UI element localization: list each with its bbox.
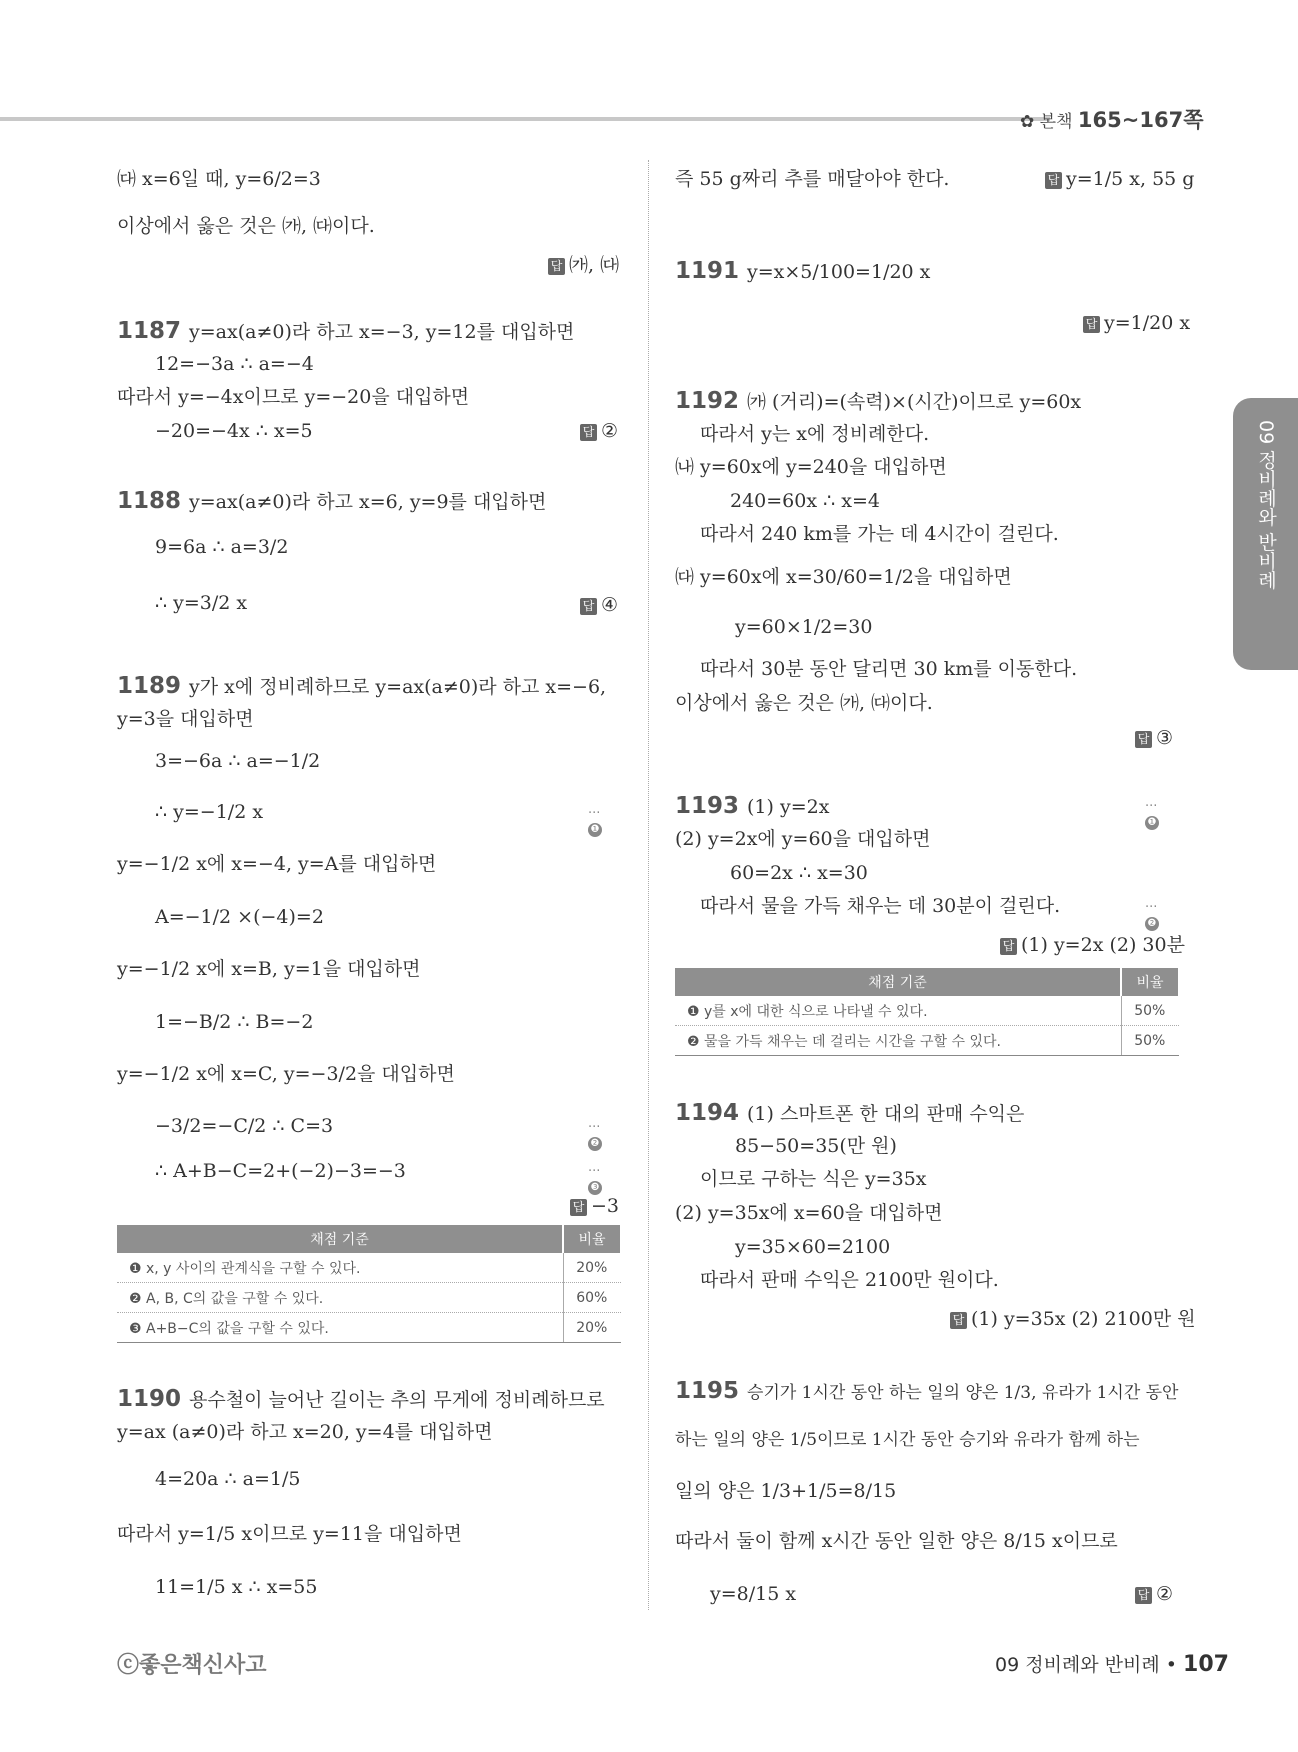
answer-1191: 답 y=1/20 x <box>1083 312 1190 334</box>
text-line: y=35×60=2100 <box>735 1236 891 1258</box>
column-divider <box>648 160 649 1610</box>
text-line: 1=−B/2 ∴ B=−2 <box>155 1011 314 1033</box>
score-mark-3: ··· ❸ <box>588 1164 601 1193</box>
text-line: 일의 양은 1/3+1/5=8/15 <box>675 1480 897 1502</box>
answer-1190: 답 y=1/5 x, 55 g <box>1045 168 1194 190</box>
text-line: 따라서 판매 수익은 2100만 원이다. <box>700 1269 999 1291</box>
text-line: 12=−3a ∴ a=−4 <box>155 353 314 375</box>
problem-1195-line: 1195 승기가 1시간 동안 하는 일의 양은 1/3, 유라가 1시간 동안 <box>675 1378 1179 1404</box>
text-line: ∴ A+B−C=2+(−2)−3=−3 <box>155 1160 406 1182</box>
answer-1188: 답 ④ <box>580 594 618 616</box>
text-line: ∴ y=3/2 x <box>155 592 248 614</box>
header-book: 본책 <box>1039 112 1073 132</box>
text-line: 이므로 구하는 식은 y=35x <box>700 1168 927 1190</box>
problem-1191-line: 1191 y=x×5/100=1/20 x <box>675 258 931 284</box>
text-line: y=ax (a≠0)라 하고 x=20, y=4를 대입하면 <box>117 1421 493 1443</box>
chapter-side-tab <box>1233 398 1298 670</box>
text-line: 이상에서 옳은 것은 ㈎, ㈐이다. <box>117 215 375 237</box>
text-line: ㈐ y=60x에 x=30/60=1/2을 대입하면 <box>675 566 1012 588</box>
rubric-header-criteria: 채점 기준 <box>117 1225 563 1253</box>
header-pages: 165~167쪽 <box>1077 108 1204 132</box>
text-line: y=3을 대입하면 <box>117 708 254 730</box>
problem-1188-line: 1188 y=ax(a≠0)라 하고 x=6, y=9를 대입하면 <box>117 488 547 514</box>
table-row: ❶ x, y 사이의 관계식을 구할 수 있다. 20% <box>117 1253 621 1283</box>
score-mark-2: ··· ❷ <box>588 1120 601 1149</box>
score-mark-2: ··· ❷ <box>1145 900 1158 929</box>
table-row: ❸ A+B−C의 값을 구할 수 있다. 20% <box>117 1313 621 1343</box>
rubric-header-ratio: 비율 <box>563 1225 621 1253</box>
table-row: ❶ y를 x에 대한 식으로 나타낼 수 있다. 50% <box>675 996 1179 1026</box>
answer-1195: 답 ② <box>1135 1583 1173 1605</box>
page-number: 107 <box>1183 1652 1229 1677</box>
text-line: y=−1/2 x에 x=B, y=1을 대입하면 <box>117 958 421 980</box>
text-line: 하는 일의 양은 1/5이므로 1시간 동안 승기와 유라가 함께 하는 <box>675 1430 1140 1450</box>
text-line: y=60×1/2=30 <box>735 616 873 638</box>
problem-1194-line: 1194 (1) 스마트폰 한 대의 판매 수익은 <box>675 1100 1025 1126</box>
text-line: 따라서 y=1/5 x이므로 y=11을 대입하면 <box>117 1523 462 1545</box>
text-line: (2) y=35x에 x=60을 대입하면 <box>675 1202 943 1224</box>
rubric-table-1189 <box>117 1225 622 1343</box>
text-line: 240=60x ∴ x=4 <box>730 490 880 512</box>
problem-1190-line: 1190 용수철이 늘어난 길이는 추의 무게에 정비례하므로 <box>117 1386 605 1412</box>
text-line: 4=20a ∴ a=1/5 <box>155 1468 301 1490</box>
text-line: 즉 55 g짜리 추를 매달아야 한다. <box>675 168 950 190</box>
page-footer: 09 정비례와 반비례 • 107 <box>995 1652 1229 1677</box>
score-mark-1: ··· ❶ <box>588 806 601 835</box>
score-mark-1: ··· ❶ <box>1145 799 1158 828</box>
text-line: ㈐ x=6일 때, y=6/2=3 <box>117 168 321 190</box>
text-line: y=8/15 x <box>710 1583 797 1605</box>
table-row: ❷ 물을 가득 채우는 데 걸리는 시간을 구할 수 있다. 50% <box>675 1026 1179 1056</box>
problem-1189-line: 1189 y가 x에 정비례하므로 y=ax(a≠0)라 하고 x=−6, <box>117 673 607 699</box>
text-line: −20=−4x ∴ x=5 <box>155 420 313 442</box>
text-line: 따라서 y=−4x이므로 y=−20을 대입하면 <box>117 386 470 408</box>
text-line: A=−1/2 ×(−4)=2 <box>155 906 324 928</box>
answer-1192: 답 ③ <box>1135 727 1173 749</box>
text-line: 11=1/5 x ∴ x=55 <box>155 1576 318 1598</box>
text-line: 이상에서 옳은 것은 ㈎, ㈐이다. <box>675 692 933 714</box>
text-line: −3/2=−C/2 ∴ C=3 <box>155 1115 334 1137</box>
text-line: 따라서 30분 동안 달리면 30 km를 이동한다. <box>700 658 1078 680</box>
text-line: (2) y=2x에 y=60을 대입하면 <box>675 828 931 850</box>
text-line: 따라서 둘이 함께 x시간 동안 일한 양은 8/15 x이므로 <box>675 1530 1118 1552</box>
text-line: 따라서 y는 x에 정비례한다. <box>700 423 930 445</box>
header-rule <box>0 117 1050 121</box>
text-line: 3=−6a ∴ a=−1/2 <box>155 750 321 772</box>
text-line: y=−1/2 x에 x=−4, y=A를 대입하면 <box>117 853 437 875</box>
text-line: 따라서 240 km를 가는 데 4시간이 걸린다. <box>700 523 1059 545</box>
text-line: ㈏ y=60x에 y=240을 대입하면 <box>675 456 947 478</box>
answer-1187: 답 ② <box>580 420 618 442</box>
text-line: 60=2x ∴ x=30 <box>730 862 868 884</box>
text-line: 따라서 물을 가득 채우는 데 30분이 걸린다. <box>700 895 1061 917</box>
rubric-table-1193 <box>675 968 1180 1056</box>
text-line: y=−1/2 x에 x=C, y=−3/2을 대입하면 <box>117 1063 455 1085</box>
page-header: ✿ 본책 165~167쪽 <box>1020 108 1204 132</box>
answer-1194: 답 (1) y=35x (2) 2100만 원 <box>950 1304 1196 1331</box>
problem-1193-line: 1193 (1) y=2x <box>675 793 830 819</box>
publisher-logo: ⓒ좋은책신사고 <box>117 1653 267 1678</box>
text-line: ∴ y=−1/2 x <box>155 801 264 823</box>
answer-1193: 답 (1) y=2x (2) 30분 <box>1000 930 1185 957</box>
side-tab-label: 09 정비례와 반비례 <box>1255 420 1277 590</box>
problem-1187-line: 1187 y=ax(a≠0)라 하고 x=−3, y=12를 대입하면 <box>117 318 575 344</box>
answer-1186: 답 ㈎, ㈐ <box>548 250 619 277</box>
rubric-header-ratio: 비율 <box>1121 968 1179 996</box>
table-row: ❷ A, B, C의 값을 구할 수 있다. 60% <box>117 1283 621 1313</box>
text-line: 85−50=35(만 원) <box>735 1135 897 1157</box>
text-line: 9=6a ∴ a=3/2 <box>155 536 289 558</box>
answer-1189: 답 −3 <box>570 1195 619 1217</box>
problem-1192-line: 1192 ㈎ (거리)=(속력)×(시간)이므로 y=60x <box>675 388 1082 414</box>
rubric-header-criteria: 채점 기준 <box>675 968 1121 996</box>
